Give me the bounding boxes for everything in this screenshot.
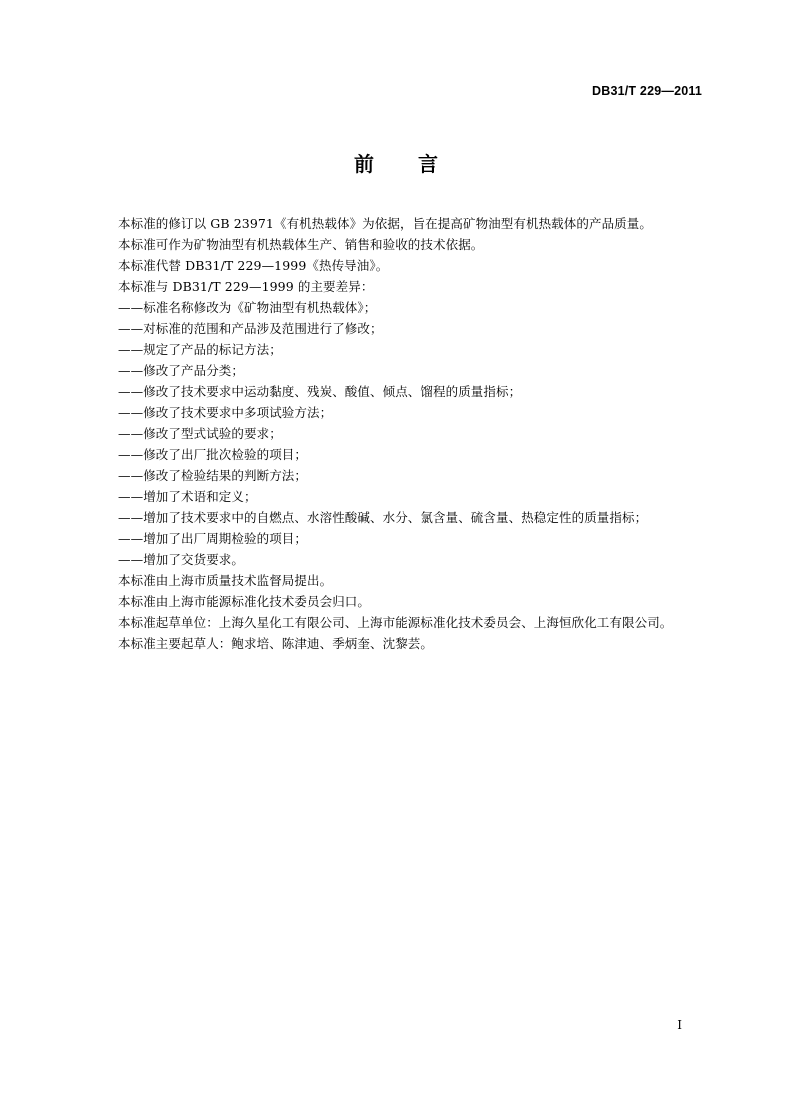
list-item: ——修改了型式试验的要求；: [118, 426, 282, 441]
list-item: ——增加了技术要求中的自燃点、水溶性酸碱、水分、氯含量、硫含量、热稳定性的质量指标；: [118, 510, 648, 525]
list-item: ——修改了技术要求中多项试验方法；: [118, 405, 333, 420]
paragraph-proposer: 本标准由上海市质量技术监督局提出。: [118, 573, 333, 588]
list-item: ——修改了产品分类；: [118, 363, 245, 378]
paragraph-revision-basis: 本标准的修订以 GB 23971《有机热载体》为依据，旨在提高矿物油型有机热载体的产品质量。: [118, 216, 652, 231]
paragraph-purpose: 本标准可作为矿物油型有机热载体生产、销售和验收的技术依据。: [118, 237, 484, 252]
paragraph-centralized-by: 本标准由上海市能源标准化技术委员会归口。: [118, 594, 371, 609]
list-item: ——修改了检验结果的判断方法；: [118, 468, 308, 483]
paragraph-replaces: 本标准代替 DB31/T 229—1999《热传导油》。: [118, 258, 389, 273]
list-item: ——增加了交货要求。: [118, 552, 245, 567]
list-item: ——修改了技术要求中运动黏度、残炭、酸值、倾点、馏程的质量指标；: [118, 384, 522, 399]
list-item: ——增加了出厂周期检验的项目；: [118, 531, 308, 546]
list-item: ——修改了出厂批次检验的项目；: [118, 447, 308, 462]
paragraph-differences-intro: 本标准与 DB31/T 229—1999 的主要差异：: [118, 279, 374, 294]
list-item: ——对标准的范围和产品涉及范围进行了修改；: [118, 321, 383, 336]
list-item: ——标准名称修改为《矿物油型有机热载体》；: [118, 300, 377, 315]
paragraph-drafting-units: 本标准起草单位：上海久星化工有限公司、上海市能源标准化技术委员会、上海恒欣化工有限公司。: [118, 615, 673, 630]
paragraph-drafters: 本标准主要起草人：鲍求培、陈津迪、季炳奎、沈黎芸。: [118, 636, 434, 651]
list-item: ——规定了产品的标记方法；: [118, 342, 282, 357]
page-title: 前言: [354, 152, 482, 176]
list-item: ——增加了术语和定义；: [118, 489, 257, 504]
foreword-body: [118, 213, 718, 654]
page-number: I: [677, 1018, 682, 1032]
document-code: DB31/T 229—2011: [591, 84, 702, 98]
